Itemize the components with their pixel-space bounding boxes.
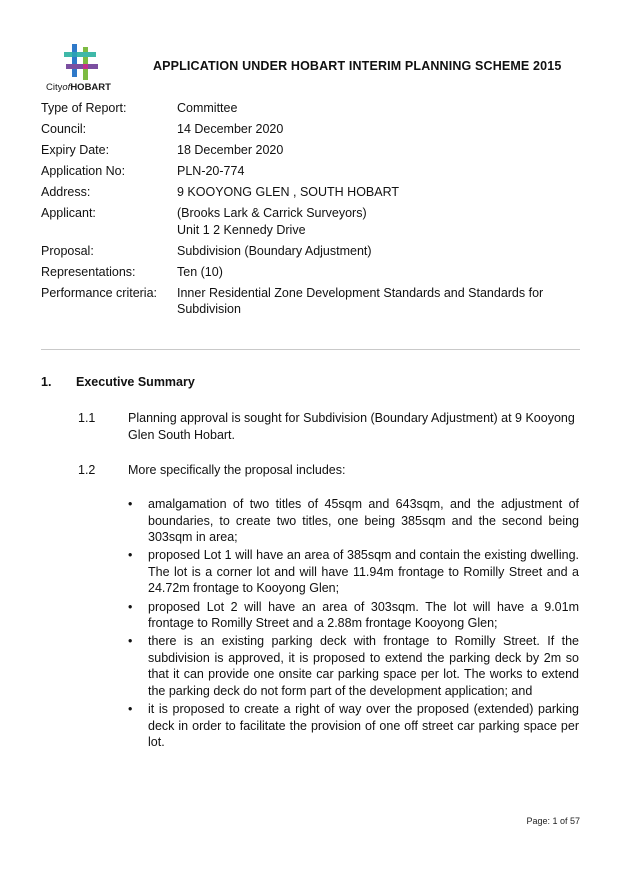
list-item [128,633,579,699]
detail-value: PLN-20-774 [177,164,245,178]
detail-label: Application No: [41,164,126,178]
section-heading [41,375,195,389]
paragraph-text: Planning approval is sought for Subdivision (Boundary Adjustment) at 9 Kooyong Glen South Hobart. [128,411,575,442]
list-item-text: it is proposed to create a right of way over the proposed (extended) parking deck in order to facilitate the provision of one off street car parking space per lot. [148,702,579,750]
detail-value [177,205,561,238]
detail-value: Subdivision (Boundary Adjustment) [177,243,372,258]
detail-label: Performance criteria: [41,285,158,300]
detail-row-type [41,100,561,117]
paragraph-text: More specifically the proposal includes: [128,463,346,477]
detail-row-address [41,184,561,201]
detail-value: 14 December 2020 [177,122,284,136]
proposal-bullet-list [128,496,579,752]
list-item [128,547,579,597]
list-item-text: proposed Lot 1 will have an area of 385sqm and contain the existing dwelling. The lot is a corner lot and will have 11.94m frontage to Romilly Street and a 24.72m frontage to Kooyong Glen; [148,548,579,596]
detail-row-performance-criteria [41,285,561,318]
paragraph-1-1 [78,410,580,444]
bullet-icon: • [128,599,133,614]
bullet-icon: • [128,702,133,717]
section-number: 1. [41,375,52,389]
list-item [128,599,579,632]
detail-row-expiry [41,142,561,159]
detail-value: Committee [177,101,238,115]
detail-row-applicant [41,205,561,238]
list-item-text: proposed Lot 2 will have an area of 303sqm. The lot will have a 9.01m frontage to Romilly Street and a 2.88m frontage Kooyong Glen; [148,599,579,631]
list-item-text: amalgamation of two titles of 45sqm and 643sqm, and the adjustment of boundaries, to create two titles, one being 385sqm and the second being 303sqm in area; [148,497,579,545]
paragraph-number: 1.2 [78,463,96,477]
detail-row-council [41,121,561,138]
detail-row-proposal [41,243,561,260]
detail-label: Type of Report: [41,101,127,115]
detail-label: Representations: [41,264,136,279]
bullet-icon: • [128,548,133,563]
detail-row-representations [41,264,561,281]
page-title: APPLICATION UNDER HOBART INTERIM PLANNING SCHEME 2015 [153,59,562,73]
applicant-address: Unit 1 2 Kennedy Drive [177,222,306,237]
section-title: Executive Summary [76,375,195,389]
paragraph-1-2 [78,462,580,479]
list-item [128,496,579,546]
bullet-icon: • [128,634,133,649]
list-item-text: there is an existing parking deck with frontage to Romilly Street. If the subdivision is approved, it is proposed to extend the parking deck by 2m so that it can provide one onsite car parking space per lot. The works to extend the parking deck do not form part of the development application; and [148,634,579,699]
detail-label: Council: [41,122,87,136]
bullet-icon: • [128,497,133,511]
page-number: Page: 1 of 57 [526,816,580,826]
paragraph-number: 1.1 [78,411,96,425]
detail-label: Address: [41,185,91,199]
city-of-hobart-logo [44,44,116,96]
detail-row-application-no [41,163,561,180]
logo-text: CityofHOBART [46,82,111,93]
list-item [128,701,579,751]
applicant-name: (Brooks Lark & Carrick Surveyors) [177,206,367,220]
detail-value: 18 December 2020 [177,143,284,157]
detail-label: Expiry Date: [41,143,110,157]
detail-value: 9 KOOYONG GLEN , SOUTH HOBART [177,185,400,199]
section-divider [41,349,580,350]
hobart-grid-icon [64,44,98,80]
report-details [41,100,561,322]
detail-label: Proposal: [41,243,94,258]
detail-value: Inner Residential Zone Development Standards and Standards for Subdivision [177,285,544,316]
detail-value: Ten (10) [177,264,223,279]
detail-label: Applicant: [41,206,96,220]
